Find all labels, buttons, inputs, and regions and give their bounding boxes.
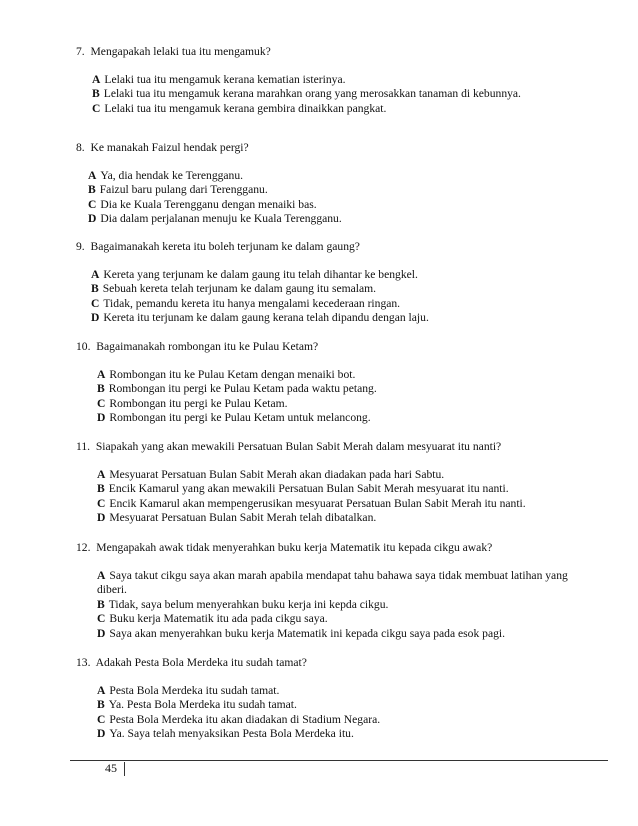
option-d — [88, 212, 596, 227]
option-list — [76, 368, 596, 426]
option-letter: A — [92, 72, 101, 86]
option-b — [92, 87, 596, 102]
question-10 — [76, 340, 596, 426]
option-text: Rombongan itu pergi ke Pulau Ketam untuk melancong. — [109, 411, 371, 424]
option-text: Rombongan itu pergi ke Pulau Ketam. — [109, 396, 288, 410]
option-text: Tidak, pemandu kereta itu hanya mengalami kecederaan ringan. — [103, 296, 401, 310]
option-a — [97, 684, 596, 699]
option-b — [97, 598, 596, 613]
option-letter: C — [97, 496, 106, 510]
option-list — [76, 684, 596, 742]
option-letter: D — [88, 212, 97, 225]
option-text: Buku kerja Matematik itu ada pada cikgu saya. — [109, 612, 328, 625]
question-text: Siapakah yang akan mewakili Persatuan Bulan Sabit Merah dalam mesyuarat itu nanti? — [95, 440, 502, 453]
question-stem — [76, 340, 596, 355]
option-list — [76, 569, 596, 642]
option-c — [97, 397, 596, 412]
question-number: 13. — [76, 656, 91, 669]
option-b — [97, 482, 596, 497]
option-letter: B — [88, 183, 96, 196]
question-stem — [76, 656, 596, 671]
question-stem — [76, 141, 596, 156]
question-8 — [76, 141, 596, 227]
option-letter: C — [91, 296, 100, 310]
option-text: Faizul baru pulang dari Terengganu. — [99, 183, 268, 196]
question-number: 8. — [76, 141, 85, 154]
option-text: Kereta itu terjunam ke dalam gaung kerana telah dipandu dengan laju. — [103, 311, 429, 324]
option-d — [97, 411, 596, 426]
option-letter: A — [97, 467, 106, 481]
option-b — [88, 183, 596, 198]
option-list — [76, 468, 596, 526]
question-13 — [76, 656, 596, 742]
question-text: Adakah Pesta Bola Merdeka itu sudah tamat? — [95, 656, 307, 669]
option-list — [76, 73, 596, 117]
question-text: Mengapakah lelaki tua itu mengamuk? — [90, 45, 271, 58]
option-text: Sebuah kereta telah terjunam ke dalam gaung itu semalam. — [102, 282, 377, 295]
option-letter: D — [91, 311, 100, 324]
option-text: Ya, dia hendak ke Terengganu. — [100, 168, 244, 182]
option-c — [97, 612, 596, 627]
option-c — [91, 297, 596, 312]
option-letter: C — [97, 396, 106, 410]
option-text: Encik Kamarul yang akan mewakili Persatuan Bulan Sabit Merah mesyuarat itu nanti. — [108, 482, 509, 495]
question-number: 10. — [76, 340, 91, 353]
option-text: Kereta yang terjunam ke dalam gaung itu telah dihantar ke bengkel. — [103, 267, 418, 281]
option-d — [97, 727, 596, 742]
question-stem — [76, 541, 596, 556]
option-text: Pesta Bola Merdeka itu akan diadakan di Stadium Negara. — [109, 712, 381, 726]
question-7 — [76, 45, 596, 116]
question-text: Bagaimanakah rombongan itu ke Pulau Ketam? — [96, 340, 319, 353]
option-text: Ya. Pesta Bola Merdeka itu sudah tamat. — [108, 698, 297, 711]
option-text: Saya akan menyerahkan buku kerja Matematik ini kepada cikgu saya pada esok pagi. — [109, 626, 506, 640]
option-letter: B — [97, 597, 105, 611]
option-b — [97, 698, 596, 713]
option-letter: B — [97, 482, 105, 495]
option-letter: A — [97, 683, 106, 697]
option-list — [76, 268, 596, 326]
option-text: Ya. Saya telah menyaksikan Pesta Bola Merdeka itu. — [109, 727, 354, 740]
option-text: Lelaki tua itu mengamuk kerana gembira dinaikkan pangkat. — [104, 101, 387, 115]
option-letter: B — [97, 698, 105, 711]
option-letter: B — [91, 282, 99, 295]
option-letter: C — [97, 712, 106, 726]
question-number: 12. — [76, 541, 91, 554]
option-letter: B — [92, 87, 100, 100]
option-a — [91, 268, 596, 283]
question-text: Bagaimanakah kereta itu boleh terjunam ke dalam gaung? — [90, 240, 360, 253]
option-text: Mesyuarat Persatuan Bulan Sabit Merah telah dibatalkan. — [109, 511, 377, 524]
option-b — [91, 282, 596, 297]
option-letter: D — [97, 511, 106, 524]
option-c — [92, 102, 596, 117]
option-d — [91, 311, 596, 326]
option-letter: A — [97, 367, 106, 381]
option-list — [76, 169, 596, 227]
question-number: 9. — [76, 240, 85, 253]
option-d — [97, 627, 596, 642]
question-stem — [76, 45, 596, 60]
option-letter: C — [97, 612, 106, 625]
option-letter: D — [97, 411, 106, 424]
option-letter: A — [97, 568, 106, 582]
page-number: 45 — [105, 761, 117, 775]
option-c — [88, 198, 596, 213]
option-text: Saya takut cikgu saya akan marah apabila mendapat tahu bahawa saya tidak membuat latihan yang diberi. — [97, 568, 568, 596]
option-text: Lelaki tua itu mengamuk kerana kematian isterinya. — [104, 72, 346, 86]
option-letter: A — [91, 267, 100, 281]
question-12 — [76, 541, 596, 641]
option-text: Tidak, saya belum menyerahkan buku kerja ini kepda cikgu. — [108, 597, 389, 611]
option-a — [97, 468, 596, 483]
page-number-divider — [124, 762, 125, 776]
option-c — [97, 497, 596, 512]
question-number: 7. — [76, 45, 85, 58]
question-text: Mengapakah awak tidak menyerahkan buku kerja Matematik itu kepada cikgu awak? — [96, 541, 493, 554]
option-letter: D — [97, 727, 106, 740]
option-a — [97, 368, 596, 383]
option-a — [92, 73, 596, 88]
option-letter: B — [97, 382, 105, 395]
option-a — [97, 569, 597, 598]
option-d — [97, 511, 596, 526]
option-text: Lelaki tua itu mengamuk kerana marahkan orang yang merosakkan tanaman di kebunnya. — [103, 87, 521, 100]
option-text: Rombongan itu pergi ke Pulau Ketam pada waktu petang. — [108, 382, 377, 395]
question-stem — [76, 440, 596, 455]
option-text: Dia dalam perjalanan menuju ke Kuala Terengganu. — [100, 212, 342, 225]
option-letter: C — [92, 101, 101, 115]
question-stem — [76, 240, 596, 255]
option-text: Dia ke Kuala Terengganu dengan menaiki bas. — [100, 197, 317, 211]
option-letter: D — [97, 626, 106, 640]
question-11 — [76, 440, 596, 526]
option-text: Rombongan itu ke Pulau Ketam dengan menaiki bot. — [109, 367, 356, 381]
option-letter: C — [88, 197, 97, 211]
question-number: 11. — [76, 440, 91, 453]
option-text: Pesta Bola Merdeka itu sudah tamat. — [109, 683, 280, 697]
question-text: Ke manakah Faizul hendak pergi? — [90, 141, 249, 154]
option-b — [97, 382, 596, 397]
option-a — [88, 169, 596, 184]
option-letter: A — [88, 168, 97, 182]
option-text: Encik Kamarul akan mempengerusikan mesyuarat Persatuan Bulan Sabit Merah itu nanti. — [109, 496, 526, 510]
option-c — [97, 713, 596, 728]
footer-rule — [70, 760, 608, 761]
option-text: Mesyuarat Persatuan Bulan Sabit Merah akan diadakan pada hari Sabtu. — [109, 467, 445, 481]
question-9 — [76, 240, 596, 326]
